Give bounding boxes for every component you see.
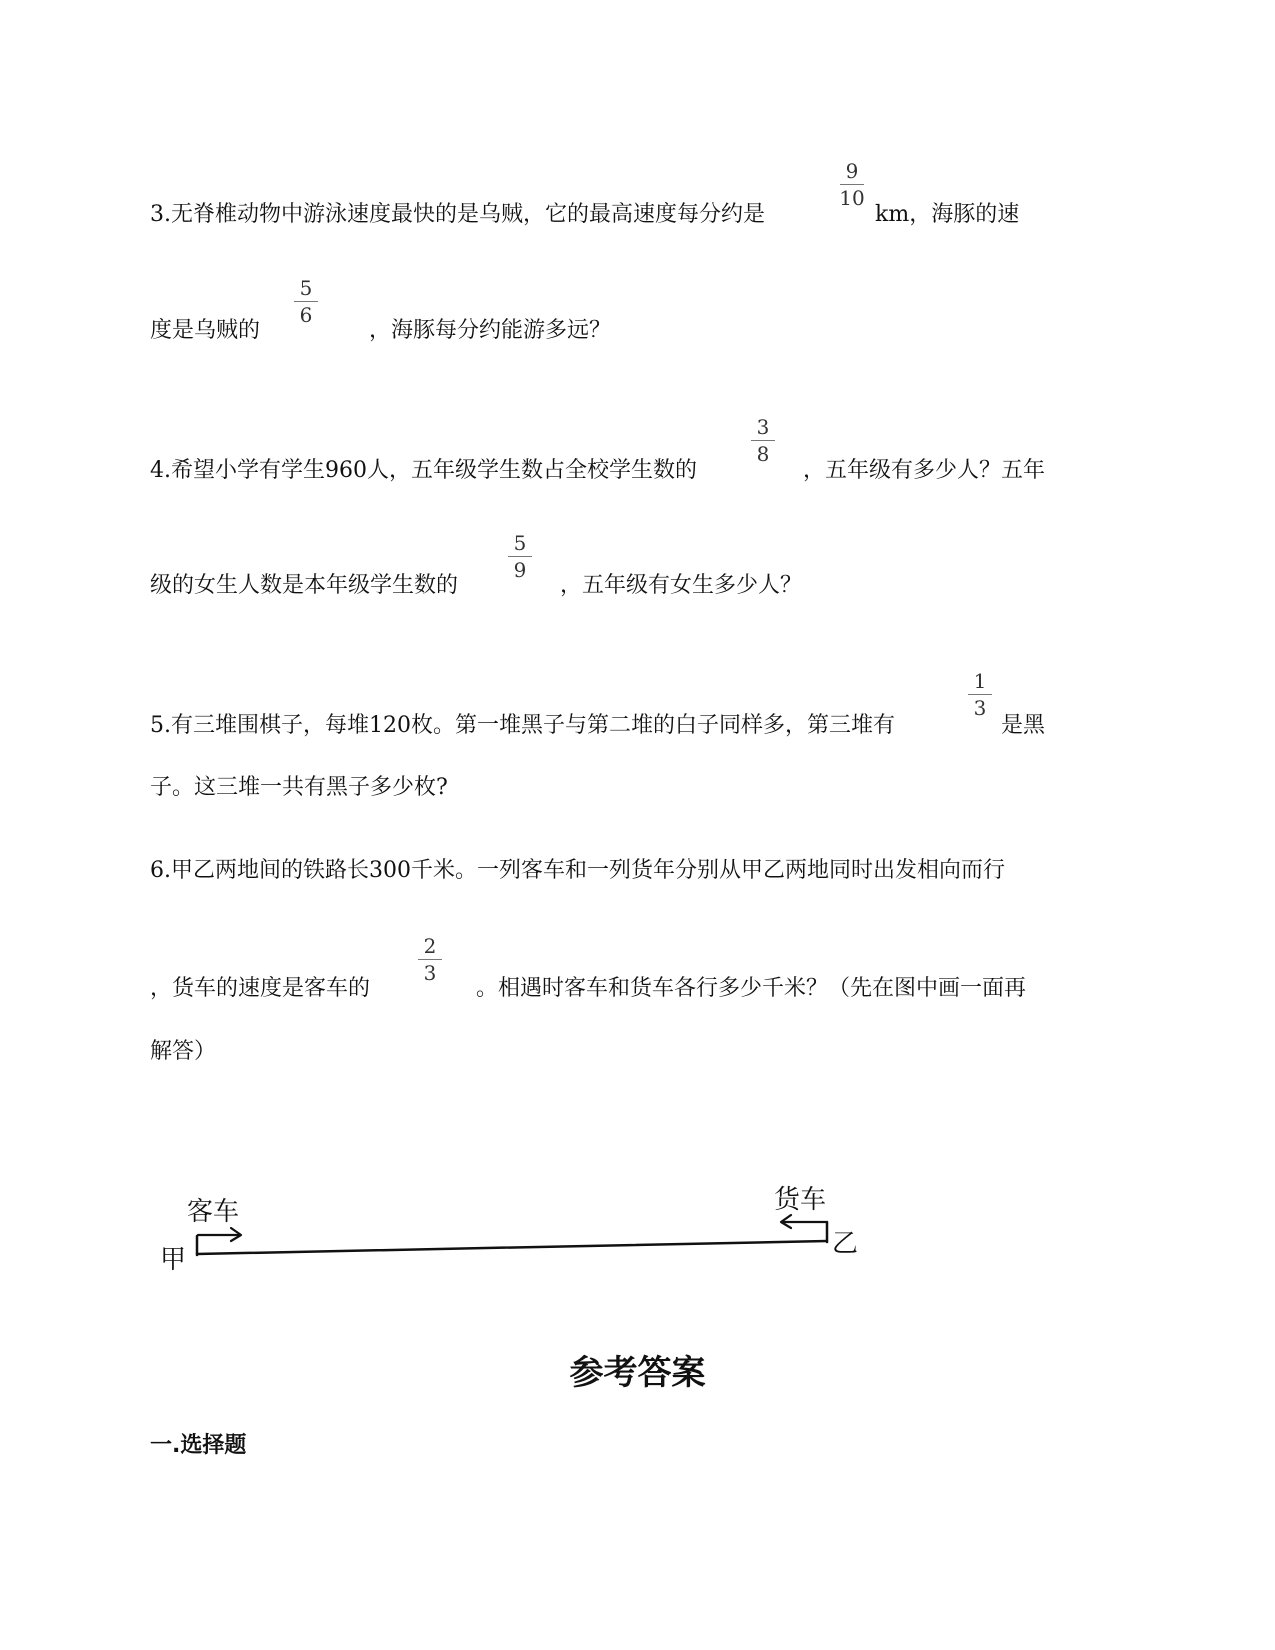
- fraction-numerator: 3: [756, 415, 770, 439]
- right-arrow-icon: [198, 1228, 241, 1241]
- question-6-text-c: 。相遇时客车和货车各行多少千米？（先在图中画一面再: [476, 976, 1027, 1001]
- vehicle-label-right: 货车: [774, 1185, 827, 1215]
- question-3-text-b: km，海豚的速: [875, 202, 1020, 227]
- question-5-text-c: 子。这三堆一共有黑子多少枚?: [150, 775, 448, 800]
- question-4-line-1: [150, 456, 1045, 486]
- question-3-text-c: 度是乌贼的: [150, 318, 261, 343]
- question-3-line-2: [150, 316, 611, 346]
- question-6-text-d: 解答）: [150, 1039, 217, 1064]
- fraction-denominator: 3: [423, 961, 437, 985]
- question-6-line-2: [150, 974, 1026, 1004]
- left-arrow-icon: [781, 1215, 826, 1228]
- railway-line: [197, 1241, 827, 1254]
- fraction-numerator: 2: [423, 934, 437, 958]
- question-6-line-3: [150, 1037, 216, 1067]
- question-3-line-1: [150, 200, 1019, 230]
- question-6-text-a: 6.甲乙两地间的铁路长300千米。一列客车和一列货年分别从甲乙两地同时出发相向而行: [150, 858, 1005, 883]
- vehicle-label-left: 客车: [187, 1197, 240, 1227]
- point-label-right: 乙: [832, 1229, 859, 1259]
- question-4-text-c: 级的女生人数是本年级学生数的: [150, 573, 459, 598]
- question-5-line-2: [150, 773, 448, 803]
- fraction-denominator: 3: [973, 696, 987, 720]
- question-5-text-b: 是黑: [1000, 713, 1045, 738]
- fraction-numerator: 5: [299, 276, 313, 300]
- question-6-line-1: [150, 856, 1005, 886]
- fraction-numerator: 1: [973, 669, 987, 693]
- fraction-denominator: 6: [299, 303, 313, 327]
- fraction-numerator: 5: [513, 531, 527, 555]
- point-label-left: 甲: [160, 1245, 187, 1275]
- section-heading: 一.选择题: [150, 1433, 247, 1458]
- question-5-line-1: [150, 711, 1045, 741]
- fraction-numerator: 9: [845, 159, 859, 183]
- question-4-line-2: [150, 571, 802, 601]
- fraction-denominator: 9: [513, 558, 527, 582]
- question-4-text-d: ，五年级有女生多少人？: [560, 573, 803, 598]
- question-4-text-b: ，五年级有多少人？五年: [802, 458, 1045, 483]
- question-4-text-a: 4.希望小学有学生960人，五年级学生数占全校学生数的: [150, 458, 697, 483]
- question-6-text-b: ，货车的速度是客车的: [150, 976, 371, 1001]
- question-3-text-d: ，海豚每分约能游多远？: [369, 318, 612, 343]
- question-5-text-a: 5.有三堆围棋子，每堆120枚。第一堆黑子与第二堆的白子同样多，第三堆有: [150, 713, 895, 738]
- question-3-text-a: 3.无脊椎动物中游泳速度最快的是乌贼，它的最高速度每分约是: [150, 202, 765, 227]
- fraction-denominator: 10: [839, 186, 865, 210]
- answers-title: 参考答案: [569, 1353, 706, 1393]
- railway-diagram: [160, 1170, 920, 1290]
- fraction-denominator: 8: [756, 442, 770, 466]
